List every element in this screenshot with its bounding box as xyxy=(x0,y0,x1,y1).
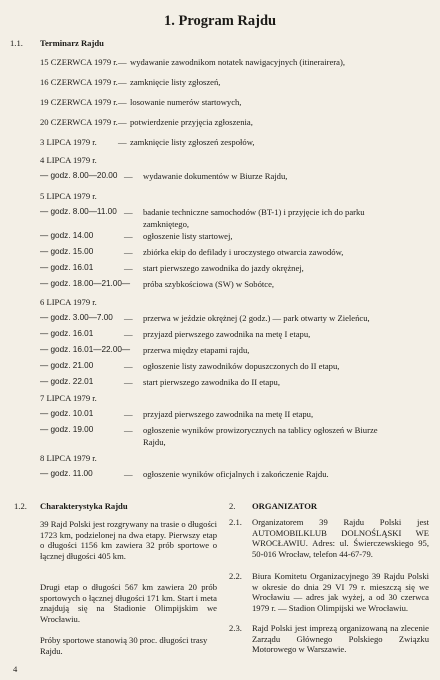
org-item-text-2-2: Biura Komitetu Organizacyjnego 39 Rajdu Polski w okresie do dnia 29 VI 79 r. mieszczą się we Wrocławiu — adres jak wyżej, a od 30 czerwca 1979 r. — Stadion Olimpijski we Wrocławiu. xyxy=(252,571,429,613)
schedule-dash: — xyxy=(124,469,133,479)
schedule-time: — godz. 11.00 xyxy=(40,469,93,478)
schedule-text: przyjazd pierwszego zawodnika na metę II etapu, xyxy=(143,409,314,419)
paragraph-1-2-c: Próby sportowe stanowią 30 proc. długości trasy Rajdu. xyxy=(40,635,208,656)
schedule-time: — godz. 16.01—22.00— xyxy=(40,345,131,354)
schedule-text: ogłoszenie wyników oficjalnych i zakończenie Rajdu. xyxy=(143,469,329,479)
schedule-dash: — xyxy=(124,263,133,273)
org-item-number-2-3: 2.3. xyxy=(229,623,242,633)
schedule-dash: — xyxy=(124,207,133,217)
schedule-time: — godz. 8.00—20.00 xyxy=(40,171,118,180)
schedule-time: — godz. 18.00—21.00— xyxy=(40,279,131,288)
schedule-dash: — xyxy=(124,377,133,387)
schedule-time: — godz. 10.01 xyxy=(40,409,94,418)
section-heading-2: ORGANIZATOR xyxy=(252,501,318,511)
schedule-dash: — xyxy=(124,171,133,181)
schedule-date: 6 LIPCA 1979 r. xyxy=(40,297,97,307)
schedule-time: — godz. 16.01 xyxy=(40,263,94,272)
schedule-text: losowanie numerów startowych, xyxy=(130,97,242,107)
schedule-date: 3 LIPCA 1979 r. xyxy=(40,137,97,147)
schedule-text: wydawanie zawodnikom notatek nawigacyjnych (itinerairera), xyxy=(130,57,345,67)
schedule-text: zamknięcie listy zgłoszeń, xyxy=(130,77,221,87)
schedule-dash: — xyxy=(118,137,127,147)
schedule-dash: — xyxy=(118,117,127,127)
schedule-time: — godz. 19.00 xyxy=(40,425,94,434)
schedule-text-cont: Rajdu, xyxy=(143,437,166,447)
schedule-text: ogłoszenie wyników prowizorycznych na tablicy ogłoszeń w Biurze xyxy=(143,425,378,435)
paragraph-1-2-a: 39 Rajd Polski jest rozgrywany na trasie o długości 1723 km, podzielonej na dwa etapy. Pierwszy etap o długości 1156 km zawiera 32 prób sportowe o łącznej długości 405 km. xyxy=(40,519,217,561)
schedule-dash: — xyxy=(124,329,133,339)
schedule-text: ogłoszenie listy startowej, xyxy=(143,231,233,241)
section-heading-1-1: Terminarz Rajdu xyxy=(40,38,104,48)
schedule-time: — godz. 8.00—11.00 xyxy=(40,207,117,216)
schedule-date: 15 CZERWCA 1979 r. xyxy=(40,57,118,67)
schedule-dash: — xyxy=(124,425,133,435)
schedule-dash: — xyxy=(124,231,133,241)
schedule-text: wydawanie dokumentów w Biurze Rajdu, xyxy=(143,171,288,181)
schedule-text: zbiórka ekip do defilady i uroczystego otwarcia zawodów, xyxy=(143,247,344,257)
schedule-dash: — xyxy=(124,313,133,323)
schedule-date: 5 LIPCA 1979 r. xyxy=(40,191,97,201)
schedule-date: 7 LIPCA 1979 r. xyxy=(40,393,97,403)
section-number-1-1: 1.1. xyxy=(10,38,23,48)
schedule-dash: — xyxy=(118,57,127,67)
schedule-dash: — xyxy=(118,77,127,87)
schedule-text: ogłoszenie listy zawodników dopuszczonych do II etapu, xyxy=(143,361,340,371)
page-title: 1. Program Rajdu xyxy=(164,13,277,29)
schedule-time: — godz. 3.00—7.00 xyxy=(40,313,113,322)
schedule-text: start pierwszego zawodnika do jazdy okrężnej, xyxy=(143,263,304,273)
schedule-text: badanie techniczne samochodów (BT-1) i przyjęcie ich do parku xyxy=(143,207,365,217)
schedule-text: przerwa w jeździe okrężnej (2 godz.) — park otwarty w Zieleńcu, xyxy=(143,313,370,323)
section-number-1-2: 1.2. xyxy=(14,501,27,511)
schedule-text: start pierwszego zawodnika do II etapu, xyxy=(143,377,280,387)
schedule-time: — godz. 16.01 xyxy=(40,329,94,338)
org-item-text-2-3: Rajd Polski jest imprezą organizowaną na zlecenie Zarządu Głównego Polskiego Związku Motorowego w Warszawie. xyxy=(252,623,429,655)
schedule-time: — godz. 14.00 xyxy=(40,231,94,240)
schedule-text-cont: zamkniętego, xyxy=(143,219,190,229)
page-number: 4 xyxy=(13,664,18,674)
schedule-time: — godz. 15.00 xyxy=(40,247,94,256)
schedule-time: — godz. 22.01 xyxy=(40,377,94,386)
org-item-number-2-1: 2.1. xyxy=(229,517,242,527)
schedule-date: 20 CZERWCA 1979 r. xyxy=(40,117,118,127)
schedule-text: potwierdzenie przyjęcia zgłoszenia, xyxy=(130,117,253,127)
org-item-text-2-1: Organizatorem 39 Rajdu Polski jest AUTOMOBILKLUB DOLNOŚLĄSKI WE WROCŁAWIU. Adres: ul. Świerczewskiego 95, 50-016 Wrocław, telefon 44-67-79. xyxy=(252,517,429,559)
schedule-dash: — xyxy=(124,361,133,371)
schedule-text: przerwa między etapami rajdu, xyxy=(143,345,250,355)
schedule-dash: — xyxy=(124,247,133,257)
schedule-date: 19 CZERWCA 1979 r. xyxy=(40,97,118,107)
section-number-2: 2. xyxy=(229,501,236,511)
schedule-dash: — xyxy=(124,409,133,419)
schedule-text: próba szybkościowa (SW) w Sobótce, xyxy=(143,279,275,289)
schedule-dash: — xyxy=(118,97,127,107)
section-heading-1-2: Charakterystyka Rajdu xyxy=(40,501,128,511)
schedule-time: — godz. 21.00 xyxy=(40,361,94,370)
schedule-date: 16 CZERWCA 1979 r. xyxy=(40,77,118,87)
paragraph-1-2-b: Drugi etap o długości 567 km zawiera 20 prób sportowych o łącznej długości 171 km. Start i meta znajdują się na Stadionie Olimpijskim we Wrocławiu. xyxy=(40,582,217,624)
schedule-text: zamknięcie listy zgłoszeń zespołów, xyxy=(130,137,255,147)
schedule-text: przyjazd pierwszego zawodnika na metę I etapu, xyxy=(143,329,311,339)
org-item-number-2-2: 2.2. xyxy=(229,571,242,581)
schedule-date: 4 LIPCA 1979 r. xyxy=(40,155,97,165)
schedule-date: 8 LIPCA 1979 r. xyxy=(40,453,97,463)
